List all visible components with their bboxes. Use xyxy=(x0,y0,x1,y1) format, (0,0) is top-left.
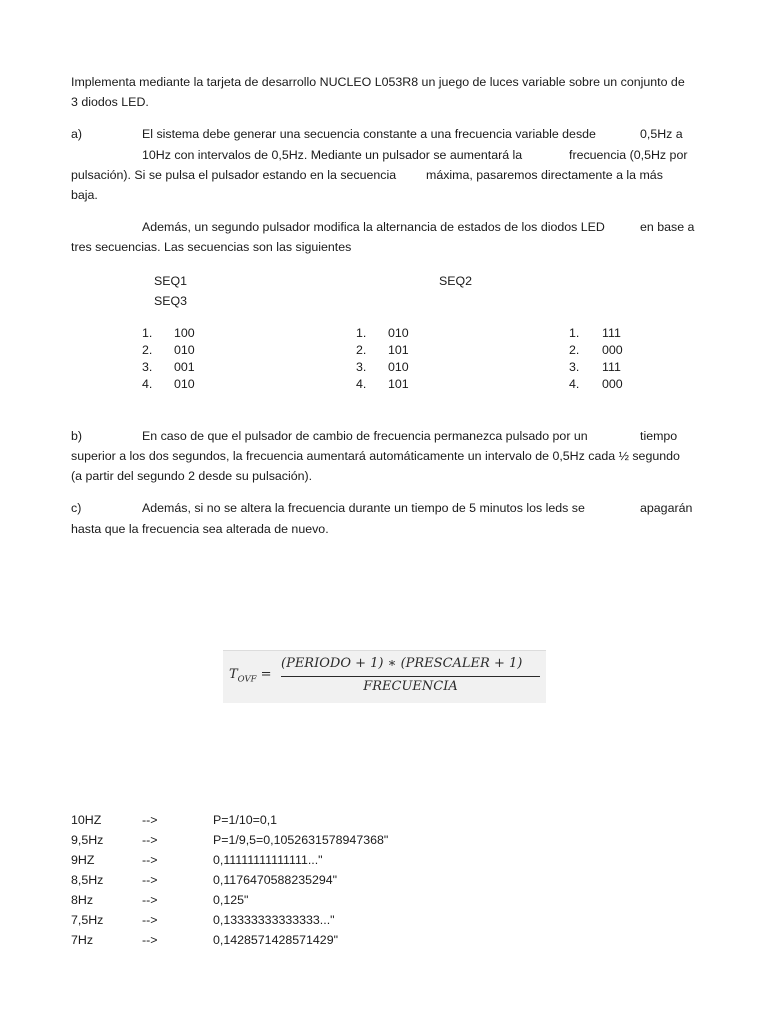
section-a-line-3-end: máxima, pasaremos directamente a la más xyxy=(426,168,663,182)
formula-denominator: FRECUENCIA xyxy=(363,679,458,694)
section-b-line-1: En caso de que el pulsador de cambio de frecuencia permanezca pulsado por un xyxy=(142,429,588,443)
arrow-cell: --> xyxy=(142,893,158,907)
overflow-time-formula xyxy=(223,650,546,703)
section-a-line-2-end: frecuencia (0,5Hz por xyxy=(569,148,688,162)
period-cell: 0,11111111111111..." xyxy=(213,853,323,867)
section-c-line-1-end: apagarán xyxy=(640,501,693,515)
formula-equals: = xyxy=(256,667,272,682)
seq-item-number: 2. xyxy=(569,343,580,357)
seq-item-value: 010 xyxy=(388,360,409,374)
seq-item-value: 101 xyxy=(388,343,409,357)
section-a-para2-line-2: tres secuencias. Las secuencias son las siguientes xyxy=(71,240,352,254)
seq-item-number: 4. xyxy=(356,377,367,391)
seq-item-value: 111 xyxy=(602,360,621,374)
seq-item-value: 000 xyxy=(602,377,623,391)
freq-cell: 10HZ xyxy=(71,813,102,827)
section-a-label: a) xyxy=(71,127,83,141)
seq-item-value: 101 xyxy=(388,377,409,391)
section-a-para2-line-1-end: en base a xyxy=(640,220,695,234)
seq-item-value: 001 xyxy=(174,360,195,374)
formula-lhs-symbol: T xyxy=(229,667,238,682)
section-a-line-2: 10Hz con intervalos de 0,5Hz. Mediante un pulsador se aumentará la xyxy=(142,148,523,162)
section-a-line-3: pulsación). Si se pulsa el pulsador estando en la secuencia xyxy=(71,168,397,182)
freq-cell: 8,5Hz xyxy=(71,873,104,887)
arrow-cell: --> xyxy=(142,833,158,847)
section-b-line-1-end: tiempo xyxy=(640,429,678,443)
period-cell: 0,13333333333333..." xyxy=(213,913,335,927)
seq-item-value: 000 xyxy=(602,343,623,357)
seq-item-value: 010 xyxy=(388,326,409,340)
section-c-label: c) xyxy=(71,501,82,515)
freq-cell: 9HZ xyxy=(71,853,95,867)
section-b-line-3: (a partir del segundo 2 desde su pulsación). xyxy=(71,469,313,483)
period-cell: P=1/9,5=0,1052631578947368" xyxy=(213,833,389,847)
arrow-cell: --> xyxy=(142,873,158,887)
seq-item-number: 3. xyxy=(569,360,580,374)
arrow-cell: --> xyxy=(142,853,158,867)
seq-item-number: 1. xyxy=(142,326,153,340)
seq-item-number: 4. xyxy=(569,377,580,391)
arrow-cell: --> xyxy=(142,913,158,927)
seq-item-number: 4. xyxy=(142,377,153,391)
seq-item-number: 3. xyxy=(356,360,367,374)
section-a-para2-line-1: Además, un segundo pulsador modifica la alternancia de estados de los diodos LED xyxy=(142,220,605,234)
freq-cell: 7Hz xyxy=(71,933,94,947)
seq-item-value: 010 xyxy=(174,343,195,357)
section-c-line-2: hasta que la frecuencia sea alterada de nuevo. xyxy=(71,522,329,536)
seq-item-number: 3. xyxy=(142,360,153,374)
seq2-header: SEQ2 xyxy=(439,274,473,288)
seq3-header: SEQ3 xyxy=(154,294,188,308)
section-b-line-2: superior a los dos segundos, la frecuencia aumentará automáticamente un intervalo de 0,5Hz cada ½ segundo xyxy=(71,449,680,463)
section-c-line-1: Además, si no se altera la frecuencia durante un tiempo de 5 minutos los leds se xyxy=(142,501,585,515)
formula-lhs xyxy=(229,667,272,685)
seq1-header: SEQ1 xyxy=(154,274,188,288)
seq-item-number: 2. xyxy=(142,343,153,357)
intro-line-2: 3 diodos LED. xyxy=(71,95,149,109)
period-cell: P=1/10=0,1 xyxy=(213,813,278,827)
section-a-line-4: baja. xyxy=(71,188,98,202)
freq-cell: 9,5Hz xyxy=(71,833,104,847)
seq-item-number: 1. xyxy=(569,326,580,340)
formula-lhs-subscript: OVF xyxy=(237,674,257,685)
seq-item-value: 010 xyxy=(174,377,195,391)
period-cell: 0,125" xyxy=(213,893,249,907)
freq-cell: 7,5Hz xyxy=(71,913,104,927)
seq-item-number: 1. xyxy=(356,326,367,340)
arrow-cell: --> xyxy=(142,813,158,827)
freq-cell: 8Hz xyxy=(71,893,94,907)
period-cell: 0,1176470588235294" xyxy=(213,873,338,887)
period-cell: 0,1428571428571429" xyxy=(213,933,338,947)
section-b-label: b) xyxy=(71,429,83,443)
formula-fraction-bar xyxy=(281,676,540,677)
intro-line-1: Implementa mediante la tarjeta de desarrollo NUCLEO L053R8 un juego de luces variable sobre un conjunto de xyxy=(71,75,685,89)
section-a-line-1: El sistema debe generar una secuencia constante a una frecuencia variable desde xyxy=(142,127,596,141)
seq-item-value: 100 xyxy=(174,326,195,340)
formula-numerator: (PERIODO + 1) ∗ (PRESCALER + 1) xyxy=(281,656,523,671)
seq-item-value: 111 xyxy=(602,326,621,340)
arrow-cell: --> xyxy=(142,933,158,947)
seq-item-number: 2. xyxy=(356,343,367,357)
section-a-line-1-end: 0,5Hz a xyxy=(640,127,683,141)
